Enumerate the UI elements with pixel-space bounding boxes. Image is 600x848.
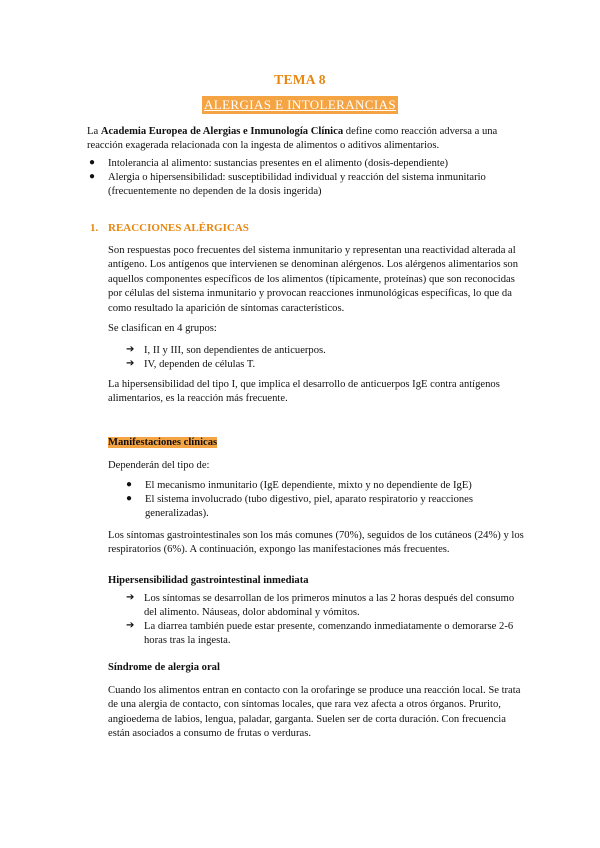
- symptom-item: ➔ La diarrea también puede estar presente, comenzando inmediatamente o demorarse 2-6 horas tras la ingesta.: [126, 620, 514, 647]
- intro-bullet: ● Alergia o hipersensibilidad: susceptibilidad individual y reacción del sistema inmunitario (frecuentemente no dependen de la dosis ingerida): [89, 171, 486, 198]
- sindrome-paragraph: Cuando los alimentos entran en contacto con la orofaringe se produce una reacción local. Se trata de una alergia de contacto, con síntomas locales, que rara vez afecta a otros órganos. Prurito, angioedema de labios, lengua, paladar, garganta. Suelen ser de corta duración. Con frecuencia están asociados a consumo de frutas o verduras.: [108, 685, 521, 740]
- chapter-number: TEMA 8: [274, 72, 326, 87]
- subsection-heading: Síndrome de alergia oral: [108, 662, 220, 673]
- symptom-item: ➔ Los síntomas se desarrollan de los primeros minutos a las 2 horas después del consumo del alimento. Náuseas, dolor abdominal y vómitos.: [126, 592, 515, 619]
- section-heading: 1. REACCIONES ALÉRGICAS: [90, 222, 249, 234]
- bullet-icon: ●: [89, 157, 96, 168]
- manifestaciones-paragraph: Los síntomas gastrointestinales son los más comunes (70%), seguidos de los cutáneos (24%) y los respiratorios (6%). A continuación, expongo las manifestaciones más frecuentes.: [108, 530, 524, 556]
- arrow-right-icon: ➔: [126, 358, 135, 369]
- organization-name: Academia Europea de Alergias e Inmunología Clínica: [100, 126, 344, 137]
- section1-paragraph: Se clasifican en 4 grupos:: [108, 323, 217, 334]
- subsection-heading: Hipersensibilidad gastrointestinal inmediata: [108, 575, 309, 586]
- bullet-icon: ●: [126, 493, 133, 504]
- section1-paragraph: Son respuestas poco frecuentes del sistema inmunitario y representan una reactividad alterada al antígeno. Los antígenos que intervienen se denominan alérgenos. Los alérgenos alimentarios son aquellos componentes específicos de los alimentos (típicamente, proteínas) que son reconocidas por células del sistema inmunitario y provocan reacciones inmunológicas específicas, lo que da como resultado la aparición de síntomas característicos.: [108, 245, 519, 314]
- group-item: ➔ IV, dependen de células T.: [126, 358, 256, 370]
- mechanism-bullet: ● El sistema involucrado (tubo digestivo, piel, aparato respiratorio y reacciones generalizadas).: [126, 493, 474, 520]
- group-item: ➔ I, II y III, son dependientes de anticuerpos.: [126, 344, 326, 356]
- manifestaciones-paragraph: Dependerán del tipo de:: [108, 460, 210, 471]
- intro-bullet: ● Intolerancia al alimento: sustancias presentes en el alimento (dosis-dependiente): [89, 157, 449, 169]
- intro-paragraph: La Academia Europea de Alergias e Inmunología Clínica define como reacción adversa a una reacción exagerada relacionada con la ingesta de alimentos o aditivos alimentarios.: [87, 126, 498, 152]
- section1-paragraph: La hipersensibilidad del tipo I, que implica el desarrollo de anticuerpos IgE contra antígenos alimentarios, es la reacción más frecuente.: [108, 379, 500, 405]
- bullet-icon: ●: [89, 171, 96, 182]
- mechanism-bullet: ● El mecanismo inmunitario (IgE dependiente, mixto y no dependiente de IgE): [126, 479, 472, 491]
- arrow-right-icon: ➔: [126, 592, 135, 603]
- arrow-right-icon: ➔: [126, 620, 135, 631]
- arrow-right-icon: ➔: [126, 344, 135, 355]
- subsection-heading: Manifestaciones clínicas: [108, 437, 218, 448]
- chapter-title: ALERGIAS E INTOLERANCIAS: [203, 97, 397, 112]
- bullet-icon: ●: [126, 479, 133, 490]
